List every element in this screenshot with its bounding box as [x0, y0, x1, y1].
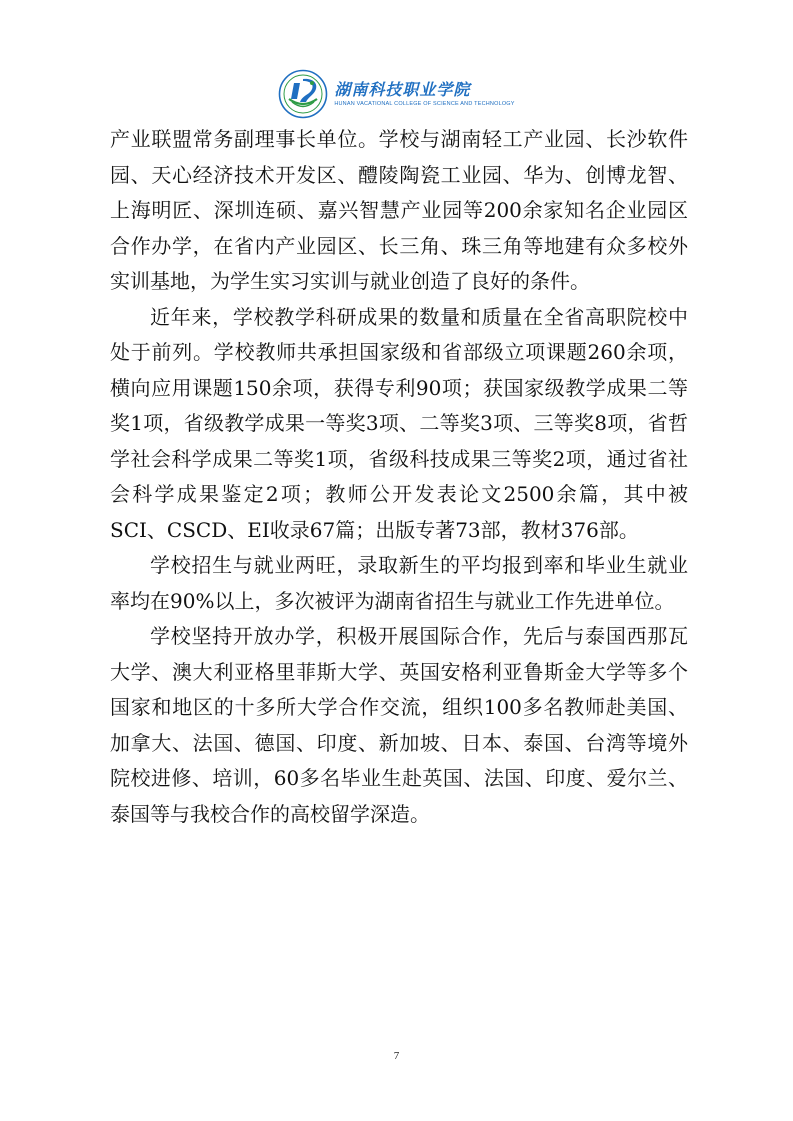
- page-number: 7: [393, 1050, 400, 1062]
- page-header: [0, 68, 793, 120]
- logo-chinese-name: 湖南科技职业学院: [334, 80, 471, 99]
- college-emblem-icon: [278, 69, 328, 119]
- paragraph-3: 学校招生与就业两旺，录取新生的平均报到率和毕业生就业率均在90%以上，多次被评为湖南省招生与就业工作先进单位。: [110, 553, 688, 613]
- paragraph-4: 学校坚持开放办学，积极开展国际合作，先后与泰国西那瓦大学、澳大利亚格里菲斯大学、英国安格利亚鲁斯金大学等多个国家和地区的十多所大学合作交流，组织100多名教师赴美国、加拿大、法国、德国、印度、新加坡、日本、泰国、台湾等境外院校进修、培训，60多名毕业生赴英国、法国、印度、爱尔兰、泰国等与我校合作的高校留学深造。: [110, 624, 688, 826]
- paragraph-1: 产业联盟常务副理事长单位。学校与湖南轻工产业园、长沙软件园、天心经济技术开发区、醴陵陶瓷工业园、华为、创博龙智、上海明匠、深圳连硕、嘉兴智慧产业园等200余家知名企业园区合作办学，在省内产业园区、长三角、珠三角等地建有众多校外实训基地，为学生实习实训与就业创造了良好的条件。: [110, 127, 688, 293]
- body-text: [110, 122, 688, 832]
- logo-english-name: HUNAN VACATIONAL COLLEGE OF SCIENCE AND TECHNOLOGY: [334, 101, 515, 107]
- college-logo: [278, 69, 514, 119]
- paragraph-2: 近年来，学校教学科研成果的数量和质量在全省高职院校中处于前列。学校教师共承担国家级和省部级立项课题260余项，横向应用课题150余项，获得专利90项；获国家级教学成果二等奖1项，省级教学成果一等奖3项、二等奖3项、三等奖8项，省哲学社会科学成果二等奖1项，省级科技成果三等奖2项，通过省社会科学成果鉴定2项；教师公开发表论文2500余篇，其中被SCI、CSCD、EI收录67篇；出版专著73部，教材376部。: [110, 304, 688, 542]
